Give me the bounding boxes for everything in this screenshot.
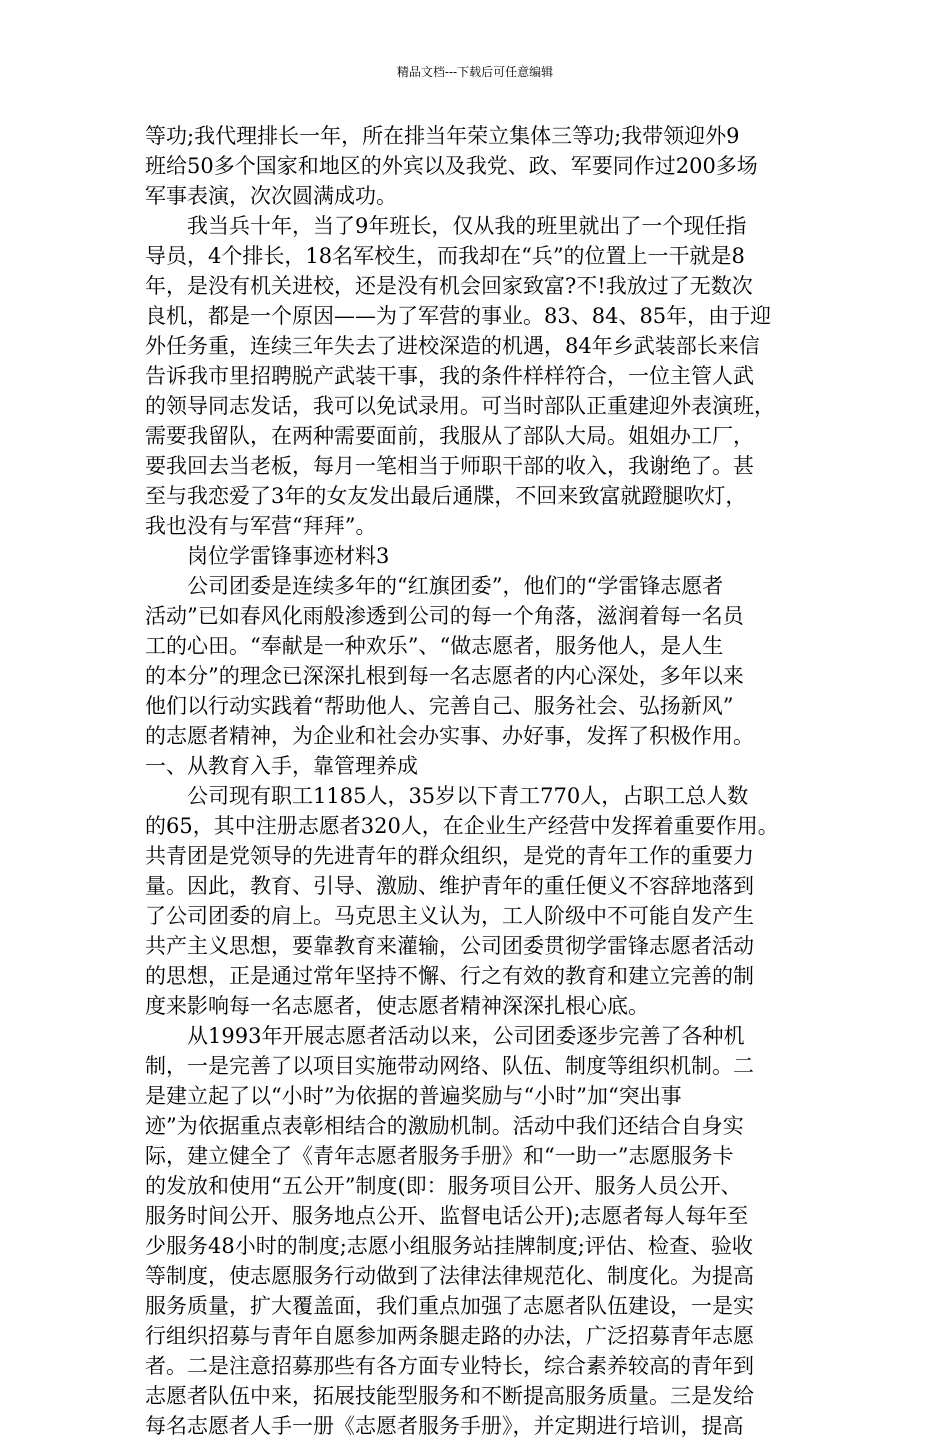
- text-line: 的65，其中注册志愿者320人，在企业生产经营中发挥着重要作用。: [145, 814, 779, 838]
- text-line: 是建立起了以“小时”为依据的普遍奖励与“小时”加“突出事: [145, 1084, 682, 1108]
- text-line: 导员，4个排长，18名军校生，而我却在“兵”的位置上一干就是8: [145, 244, 745, 268]
- text-line: 良机，都是一个原因——为了军营的事业。83、84、85年，由于迎: [145, 304, 772, 328]
- text-line: 我当兵十年，当了9年班长，仅从我的班里就出了一个现任指: [145, 214, 747, 238]
- text-line: 量。因此，教育、引导、激励、维护青年的重任便义不容辞地落到: [145, 874, 754, 898]
- text-line: 我也没有与军营“拜拜”。: [145, 514, 377, 538]
- text-line: 志愿者队伍中来，拓展技能型服务和不断提高服务质量。三是发给: [145, 1384, 754, 1408]
- text-line: 的思想，正是通过常年坚持不懈、行之有效的教育和建立完善的制: [145, 964, 754, 988]
- text-line: 的志愿者精神，为企业和社会办实事、办好事，发挥了积极作用。: [145, 724, 754, 748]
- text-line: 工的心田。“奉献是一种欢乐”、“做志愿者，服务他人，是人生: [145, 634, 724, 658]
- text-line: 公司现有职工1185人，35岁以下青工770人，占职工总人数: [145, 784, 749, 808]
- text-line: 至与我恋爱了3年的女友发出最后通牒，不回来致富就蹬腿吹灯，: [145, 484, 747, 508]
- section-heading: 一、从教育入手，靠管理养成: [145, 754, 418, 778]
- text-line: 共产主义思想，要靠教育来灌输，公司团委贯彻学雷锋志愿者活动: [145, 934, 754, 958]
- text-line: 外任务重，连续三年失去了进校深造的机遇，84年乡武装部长来信: [145, 334, 760, 358]
- section-title: 岗位学雷锋事迹材料3: [145, 544, 390, 568]
- text-line: 共青团是党领导的先进青年的群众组织，是党的青年工作的重要力: [145, 844, 754, 868]
- text-line: 服务质量，扩大覆盖面，我们重点加强了志愿者队伍建设，一是实: [145, 1294, 754, 1318]
- text-line: 度来影响每一名志愿者，使志愿者精神深深扎根心底。: [145, 994, 649, 1018]
- text-line: 行组织招募与青年自愿参加两条腿走路的办法，广泛招募青年志愿: [145, 1324, 754, 1348]
- text-line: 需要我留队，在两种需要面前，我服从了部队大局。姐姐办工厂，: [145, 424, 754, 448]
- text-line: 的领导同志发话，我可以免试录用。可当时部队正重建迎外表演班，: [145, 394, 775, 418]
- text-line: 际，建立健全了《青年志愿者服务手册》和“一助一”志愿服务卡: [145, 1144, 734, 1168]
- text-line: 等制度，使志愿服务行动做到了法律法律规范化、制度化。为提高: [145, 1264, 754, 1288]
- text-line: 迹”为依据重点表彰相结合的激励机制。活动中我们还结合自身实: [145, 1114, 744, 1138]
- text-line: 的本分”的理念已深深扎根到每一名志愿者的内心深处，多年以来: [145, 664, 744, 688]
- text-line: 公司团委是连续多年的“红旗团委”，他们的“学雷锋志愿者: [145, 574, 724, 598]
- text-line: 从1993年开展志愿者活动以来，公司团委逐步完善了各种机: [145, 1024, 745, 1048]
- document-body: [145, 121, 820, 1441]
- text-line: 等功;我代理排长一年，所在排当年荣立集体三等功;我带领迎外9: [145, 124, 740, 148]
- text-line: 活动”已如春风化雨般渗透到公司的每一个角落，滋润着每一名员: [145, 604, 744, 628]
- text-line: 服务时间公开、服务地点公开、监督电话公开);志愿者每人每年至: [145, 1204, 749, 1228]
- text-line: 制，一是完善了以项目实施带动网络、队伍、制度等组织机制。二: [145, 1054, 754, 1078]
- text-line: 班给50多个国家和地区的外宾以及我党、政、军要同作过200多场: [145, 154, 758, 178]
- page-header: 精品文档---下载后可任意编辑: [396, 65, 554, 79]
- text-line: 了公司团委的肩上。马克思主义认为，工人阶级中不可能自发产生: [145, 904, 754, 928]
- text-line: 军事表演，次次圆满成功。: [145, 184, 397, 208]
- text-line: 的发放和使用“五公开”制度(即：服务项目公开、服务人员公开、: [145, 1174, 742, 1198]
- text-line: 少服务48小时的制度;志愿小组服务站挂牌制度;评估、检查、验收: [145, 1234, 753, 1258]
- text-line: 要我回去当老板，每月一笔相当于师职干部的收入，我谢绝了。甚: [145, 454, 754, 478]
- text-line: 每名志愿者人手一册《志愿者服务手册》，并定期进行培训，提高: [145, 1414, 744, 1438]
- text-line: 他们以行动实践着“帮助他人、完善自己、服务社会、弘扬新风”: [145, 694, 734, 718]
- text-line: 者。二是注意招募那些有各方面专业特长，综合素养较高的青年到: [145, 1354, 754, 1378]
- text-line: 告诉我市里招聘脱产武装干事，我的条件样样符合，一位主管人武: [145, 364, 754, 388]
- text-line: 年，是没有机关进校，还是没有机会回家致富?不!我放过了无数次: [145, 274, 753, 298]
